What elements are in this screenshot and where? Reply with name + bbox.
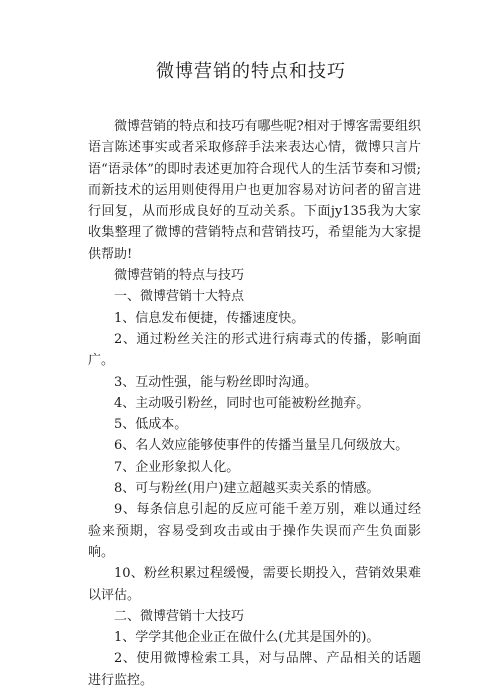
- feature-item: 6、名人效应能够使事件的传播当量呈几何级放大。: [114, 438, 409, 454]
- intro-paragraph: 微博营销的特点和技巧有哪些呢?相对于博客需要组织语言陈述事实或者采取修辞手法来表达心情，微博只言片语“语录体”的即时表述更加符合现代人的生活节奏和习惯;而新技术的运用则使得用户也更加容易对访问者的留言进行回复，从而形成良好的互动关系。下面jy135我为大家收集整理了微博的营销特点和营销技巧，希望能为大家提供帮助!: [88, 119, 421, 262]
- feature-item: 2、通过粉丝关注的形式进行病毒式的传播，影响面广。: [88, 331, 421, 369]
- section-heading: 微博营销的特点与技巧: [114, 268, 245, 284]
- document-body: [88, 116, 421, 691]
- feature-item: 8、可与粉丝(用户)建立超越买卖关系的情感。: [114, 481, 380, 497]
- feature-item: 7、企业形象拟人化。: [114, 459, 240, 475]
- document-title: 微博营销的特点和技巧: [156, 61, 346, 82]
- feature-item: 9、每条信息引起的反应可能千差万别，难以通过经验来预期，容易受到攻击或由于操作失误而产生负面影响。: [88, 502, 421, 560]
- feature-item: 3、互动性强，能与粉丝即时沟通。: [114, 374, 318, 390]
- subsection-heading-tips: 二、微博营销十大技巧: [114, 608, 245, 624]
- feature-item: 1、信息发布便捷，传播速度快。: [114, 310, 305, 326]
- tip-item: 1、学学其他企业正在做什么(尤其是国外的)。: [114, 630, 380, 646]
- tip-item: 2、使用微博检索工具，对与品牌、产品相关的话题进行监控。: [88, 651, 421, 688]
- feature-item: 4、主动吸引粉丝，同时也可能被粉丝抛弃。: [114, 395, 370, 411]
- feature-item: 5、低成本。: [114, 417, 188, 433]
- feature-item: 10、粉丝积累过程缓慢，需要长期投入，营销效果难以评估。: [88, 566, 421, 603]
- subsection-heading-features: 一、微博营销十大特点: [114, 289, 245, 305]
